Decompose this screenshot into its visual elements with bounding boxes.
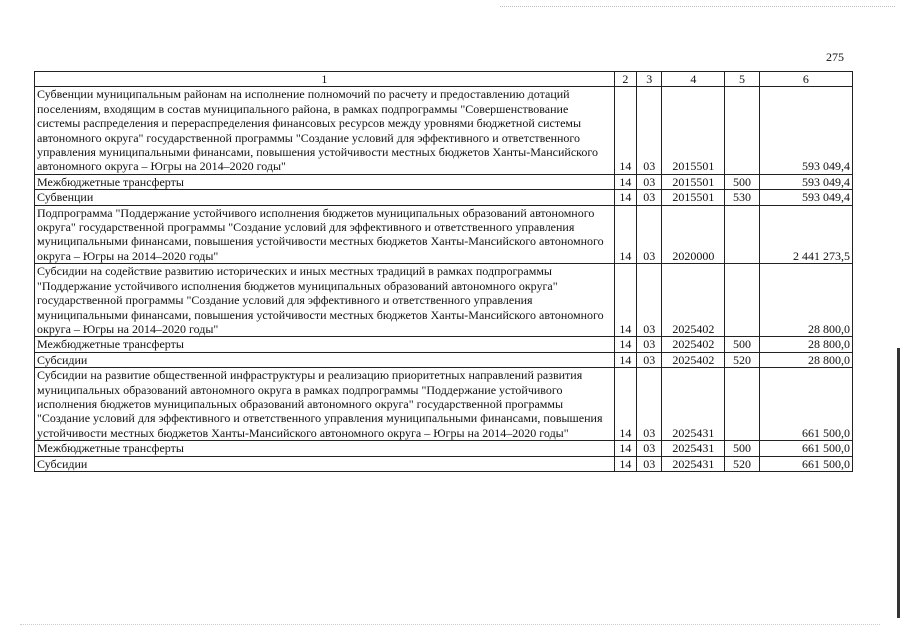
row-target-code: 2025431 bbox=[662, 456, 725, 471]
row-section: 14 bbox=[614, 352, 636, 367]
header-col-5: 5 bbox=[725, 72, 759, 87]
row-name: Субсидии на содействие развитию исторических и иных местных традиций в рамках подпрограммы "Поддержание устойчивого исполнения бюджетов муниципальных образований автономного округа" государственной программы "Создание условий для эффективного и ответственного управления муниципальными финансами, повышения устойчивости местных бюджетов Ханты-Мансийского автономного округа – Югры на 2014–2020 годы" bbox=[35, 264, 615, 337]
row-expense-type bbox=[725, 264, 759, 337]
row-name: Субсидии на развитие общественной инфраструктуры и реализацию приоритетных направлений развития муниципальных образований автономного округа в рамках подпрограммы "Поддержание устойчивого исполнения бюджетов муниципальных образований автономного округа" государственной программы "Создание условий для эффективного и ответственного управления муниципальными финансами, повышения устойчивости местных бюджетов Ханты-Мансийского автономного округа – Югры на 2014–2020 годы" bbox=[35, 368, 615, 441]
row-section: 14 bbox=[614, 190, 636, 205]
row-amount: 661 500,0 bbox=[759, 456, 852, 471]
row-amount: 2 441 273,5 bbox=[759, 205, 852, 264]
row-expense-type: 530 bbox=[725, 190, 759, 205]
table-row bbox=[35, 368, 853, 441]
budget-table bbox=[34, 71, 853, 472]
row-subsection: 03 bbox=[637, 441, 662, 456]
row-target-code: 2025431 bbox=[662, 441, 725, 456]
row-section: 14 bbox=[614, 456, 636, 471]
header-col-1: 1 bbox=[35, 72, 615, 87]
row-section: 14 bbox=[614, 368, 636, 441]
row-name: Субсидии bbox=[35, 352, 615, 367]
row-section: 14 bbox=[614, 174, 636, 189]
row-expense-type bbox=[725, 368, 759, 441]
scan-artifact-top bbox=[500, 6, 895, 8]
row-name: Межбюджетные трансферты bbox=[35, 441, 615, 456]
row-target-code: 2025402 bbox=[662, 352, 725, 367]
header-col-4: 4 bbox=[662, 72, 725, 87]
row-target-code: 2025431 bbox=[662, 368, 725, 441]
table-row bbox=[35, 441, 853, 456]
table-row bbox=[35, 456, 853, 471]
row-section: 14 bbox=[614, 337, 636, 352]
row-amount: 593 049,4 bbox=[759, 190, 852, 205]
row-expense-type: 500 bbox=[725, 337, 759, 352]
row-subsection: 03 bbox=[637, 368, 662, 441]
row-amount: 661 500,0 bbox=[759, 368, 852, 441]
row-amount: 593 049,4 bbox=[759, 87, 852, 174]
row-amount: 661 500,0 bbox=[759, 441, 852, 456]
row-name: Межбюджетные трансферты bbox=[35, 337, 615, 352]
scan-artifact-bottom bbox=[20, 624, 880, 626]
row-subsection: 03 bbox=[637, 87, 662, 174]
row-name: Подпрограмма "Поддержание устойчивого исполнения бюджетов муниципальных образований автономного округа" государственной программы "Создание условий для эффективного и ответственного управления муниципальными финансами, повышения устойчивости местных бюджетов Ханты-Мансийского автономного округа – Югры на 2014–2020 годы" bbox=[35, 205, 615, 264]
table-header bbox=[35, 72, 853, 87]
row-expense-type: 500 bbox=[725, 174, 759, 189]
table-row bbox=[35, 87, 853, 174]
row-target-code: 2015501 bbox=[662, 87, 725, 174]
row-amount: 28 800,0 bbox=[759, 352, 852, 367]
row-amount: 28 800,0 bbox=[759, 264, 852, 337]
row-amount: 28 800,0 bbox=[759, 337, 852, 352]
row-subsection: 03 bbox=[637, 190, 662, 205]
row-target-code: 2020000 bbox=[662, 205, 725, 264]
header-col-6: 6 bbox=[759, 72, 852, 87]
header-col-3: 3 bbox=[637, 72, 662, 87]
row-name: Субвенции муниципальным районам на исполнение полномочий по расчету и предоставлению дотаций поселениям, входящим в состав муниципального района, в рамках подпрограммы "Совершенствование системы распределения и перераспределения финансовых ресурсов между уровнями бюджетной системы автономного округа" государственной программы "Создание условий для эффективного и ответственного управления муниципальными финансами, повышения устойчивости местных бюджетов Ханты-Мансийского автономного округа – Югры на 2014–2020 годы" bbox=[35, 87, 615, 174]
table-row bbox=[35, 174, 853, 189]
row-subsection: 03 bbox=[637, 264, 662, 337]
row-expense-type: 500 bbox=[725, 441, 759, 456]
table-row bbox=[35, 352, 853, 367]
row-subsection: 03 bbox=[637, 337, 662, 352]
row-subsection: 03 bbox=[637, 205, 662, 264]
table-row bbox=[35, 337, 853, 352]
row-name: Межбюджетные трансферты bbox=[35, 174, 615, 189]
row-section: 14 bbox=[614, 264, 636, 337]
table-row bbox=[35, 205, 853, 264]
page-number: 275 bbox=[826, 50, 844, 64]
row-name: Субвенции bbox=[35, 190, 615, 205]
row-name: Субсидии bbox=[35, 456, 615, 471]
table-body bbox=[35, 87, 853, 472]
row-target-code: 2015501 bbox=[662, 174, 725, 189]
table-row bbox=[35, 264, 853, 337]
row-amount: 593 049,4 bbox=[759, 174, 852, 189]
row-target-code: 2025402 bbox=[662, 337, 725, 352]
row-expense-type bbox=[725, 205, 759, 264]
table-row bbox=[35, 190, 853, 205]
row-target-code: 2015501 bbox=[662, 190, 725, 205]
header-row bbox=[35, 72, 853, 87]
row-section: 14 bbox=[614, 441, 636, 456]
row-expense-type: 520 bbox=[725, 456, 759, 471]
scan-edge-line bbox=[897, 348, 900, 618]
row-section: 14 bbox=[614, 205, 636, 264]
row-section: 14 bbox=[614, 87, 636, 174]
row-subsection: 03 bbox=[637, 456, 662, 471]
row-subsection: 03 bbox=[637, 174, 662, 189]
row-expense-type bbox=[725, 87, 759, 174]
row-expense-type: 520 bbox=[725, 352, 759, 367]
row-target-code: 2025402 bbox=[662, 264, 725, 337]
header-col-2: 2 bbox=[614, 72, 636, 87]
row-subsection: 03 bbox=[637, 352, 662, 367]
